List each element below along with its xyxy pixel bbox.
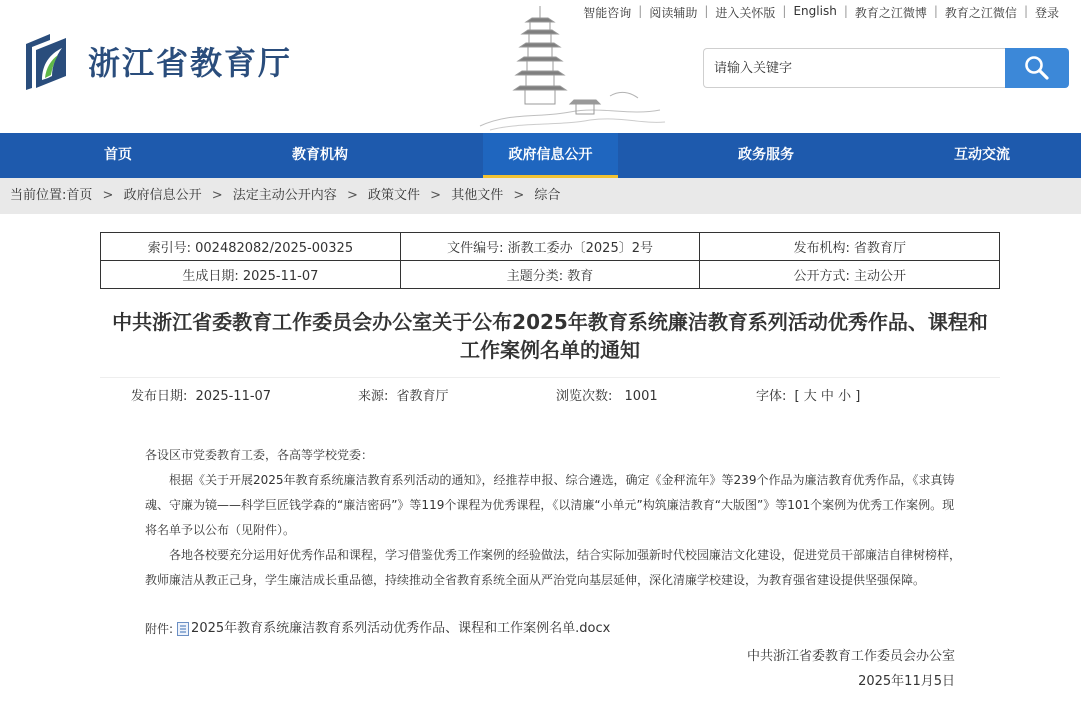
publish-date-label: 发布日期: <box>131 389 188 404</box>
breadcrumb-separator: > <box>346 188 358 203</box>
publish-date <box>131 387 271 407</box>
org-name: 浙江省教育厅 <box>88 44 293 82</box>
breadcrumb-item-home[interactable]: 首页 <box>66 188 93 203</box>
logo-emblem-icon <box>20 30 72 92</box>
breadcrumb <box>0 178 1081 214</box>
font-bracket-open: [ <box>794 389 800 404</box>
font-size-small-button[interactable]: 小 <box>838 389 852 404</box>
created-date: 生成日期: 2025-11-07 <box>101 261 401 289</box>
breadcrumb-separator: > <box>211 188 223 203</box>
divider <box>100 377 1000 378</box>
main-nav <box>0 133 1081 178</box>
breadcrumb-item-general[interactable]: 综合 <box>534 188 561 203</box>
source-label: 来源: <box>358 389 389 404</box>
search-bar <box>703 48 1069 88</box>
table-row <box>101 261 1000 289</box>
doc-info-table <box>100 232 1000 289</box>
attachment-label: 附件: <box>145 622 174 636</box>
separator: | <box>638 4 643 18</box>
link-wechat[interactable]: 教育之江微信 <box>944 6 1017 20</box>
link-reading-assist[interactable]: 阅读辅助 <box>649 6 698 20</box>
nav-gov-info-open[interactable]: 政府信息公开 <box>483 133 618 178</box>
disclosure-method: 公开方式: 主动公开 <box>700 261 1000 289</box>
breadcrumb-separator: > <box>102 188 114 203</box>
separator: | <box>843 4 848 18</box>
link-care-version[interactable]: 进入关怀版 <box>715 6 776 20</box>
view-count <box>556 387 658 407</box>
document-file-icon <box>177 622 189 636</box>
article-body <box>145 443 965 593</box>
site-logo[interactable] <box>20 30 292 92</box>
breadcrumb-item-other[interactable]: 其他文件 <box>451 188 504 203</box>
attachment <box>145 618 610 640</box>
top-links <box>583 4 1059 21</box>
salutation: 各设区市党委教育工委，各高等学校党委： <box>145 448 374 462</box>
breadcrumb-prefix: 当前位置: <box>10 188 67 203</box>
breadcrumb-separator: > <box>513 188 525 203</box>
paragraph-2: 各地各校要充分运用好优秀作品和课程，学习借鉴优秀工作案例的经验做法，结合实际加强新时代校园廉洁文化建设，促进党员干部廉洁自律树榜样，教师廉洁从教正己身，学生廉洁成长重品德，持续推动全省教育系统全面从严治党向基层延伸，深化清廉学校建设，为教育强省建设提供坚强保障。 <box>145 548 962 587</box>
site-header <box>0 0 1081 133</box>
breadcrumb-item-gov-info[interactable]: 政府信息公开 <box>123 188 202 203</box>
publishing-org: 发布机构: 省教育厅 <box>700 233 1000 261</box>
paragraph-1: 根据《关于开展2025年教育系统廉洁教育系列活动的通知》，经推荐申报、综合遴选，确定《金秤流年》等239个作品为廉洁教育优秀作品，《求真铸魂、守廉为镜——科学巨匠钱学森的“廉洁密码”》等119个课程为优秀课程，《以清廉“小单元”构筑廉洁教育“大版图”》等101个案例为优秀工作案例。现将名单予以公布（见附件）。 <box>145 473 955 537</box>
nav-gov-services[interactable]: 政务服务 <box>738 147 794 163</box>
table-row <box>101 233 1000 261</box>
attachment-link[interactable]: 2025年教育系统廉洁教育系列活动优秀作品、课程和工作案例名单.docx <box>191 621 611 636</box>
font-size-medium-button[interactable]: 中 <box>820 389 834 404</box>
separator: | <box>933 4 938 18</box>
font-size-control <box>756 387 860 407</box>
link-english[interactable]: English <box>793 4 837 18</box>
font-bracket-close: ] <box>855 389 861 404</box>
article-title: 中共浙江省委教育工作委员会办公室关于公布2025年教育系统廉洁教育系列活动优秀作品、课程和工作案例名单的通知 <box>112 310 988 362</box>
breadcrumb-item-statutory[interactable]: 法定主动公开内容 <box>232 188 337 203</box>
link-smart-consult[interactable]: 智能咨询 <box>583 6 632 20</box>
source <box>358 387 449 407</box>
search-button[interactable] <box>1005 48 1069 88</box>
signature-org: 中共浙江省委教育工作委员会办公室 <box>746 649 955 664</box>
document-number: 文件编号: 浙教工委办〔2025〕2号 <box>400 233 700 261</box>
views-label: 浏览次数: <box>556 389 613 404</box>
search-icon <box>1024 55 1050 81</box>
separator: | <box>704 4 709 18</box>
breadcrumb-item-policy[interactable]: 政策文件 <box>368 188 421 203</box>
index-number: 索引号: 002482082/2025-00325 <box>101 233 401 261</box>
nav-interaction[interactable]: 互动交流 <box>954 147 1010 163</box>
link-weibo[interactable]: 教育之江微博 <box>854 6 927 20</box>
search-input[interactable] <box>703 48 1005 88</box>
signature-date: 2025年11月5日 <box>858 674 955 689</box>
publish-date-value: 2025-11-07 <box>195 389 272 404</box>
views-value: 1001 <box>624 389 658 404</box>
link-login[interactable]: 登录 <box>1034 6 1059 20</box>
nav-edu-institutions[interactable]: 教育机构 <box>292 147 348 163</box>
font-size-large-button[interactable]: 大 <box>803 389 817 404</box>
separator: | <box>782 4 787 18</box>
topic-category: 主题分类: 教育 <box>400 261 700 289</box>
separator: | <box>1023 4 1028 18</box>
source-value: 省教育厅 <box>396 389 449 404</box>
nav-home[interactable]: 首页 <box>104 147 132 163</box>
font-size-label: 字体: <box>756 389 787 404</box>
breadcrumb-separator: > <box>430 188 442 203</box>
